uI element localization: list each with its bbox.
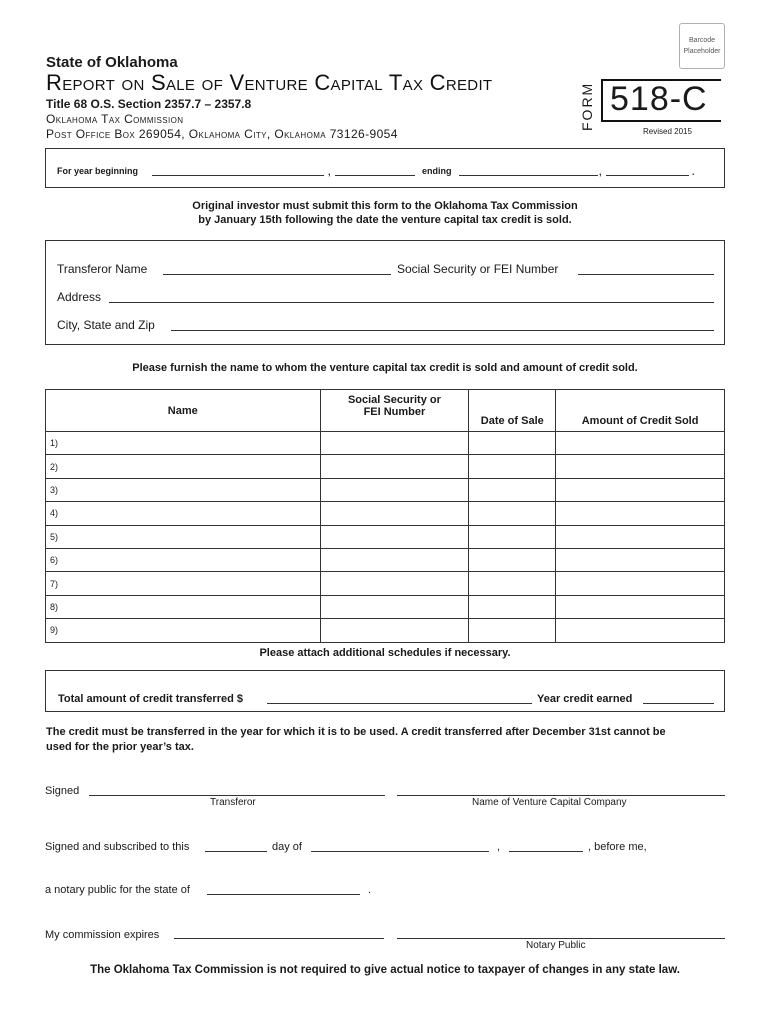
table-row bbox=[46, 478, 725, 501]
total-credit-label: Total amount of credit transferred $ bbox=[58, 693, 243, 705]
notary-signature-field[interactable] bbox=[397, 938, 725, 939]
ssn-cell[interactable] bbox=[320, 619, 469, 642]
row-number[interactable]: 2) bbox=[46, 455, 321, 478]
year-ending-label: ending bbox=[422, 166, 452, 176]
notary-caption: Notary Public bbox=[526, 940, 586, 951]
revised-date: Revised 2015 bbox=[643, 127, 692, 136]
date-cell[interactable] bbox=[469, 478, 556, 501]
submit-instruction-line1: Original investor must submit this form to the Oklahoma Tax Commission bbox=[192, 200, 578, 212]
amount-cell[interactable] bbox=[556, 502, 725, 525]
transferor-signature-field[interactable] bbox=[89, 795, 385, 796]
notary-state-field[interactable] bbox=[207, 894, 360, 895]
date-cell[interactable] bbox=[469, 572, 556, 595]
notary-period: . bbox=[368, 884, 372, 896]
table-row bbox=[46, 502, 725, 525]
form-word: FORM bbox=[579, 81, 595, 131]
ssn-cell[interactable] bbox=[320, 525, 469, 548]
ssn-cell[interactable] bbox=[320, 502, 469, 525]
transferor-name-field[interactable] bbox=[163, 274, 391, 275]
subscribed-month-field[interactable] bbox=[311, 851, 489, 852]
year-ending-field[interactable] bbox=[459, 175, 598, 176]
amount-cell[interactable] bbox=[556, 455, 725, 478]
year-earned-field[interactable] bbox=[643, 703, 714, 704]
ssn-cell[interactable] bbox=[320, 432, 469, 455]
year-period: . bbox=[692, 167, 695, 177]
ssn-cell[interactable] bbox=[320, 595, 469, 618]
amount-cell[interactable] bbox=[556, 478, 725, 501]
year-ending-year-field[interactable] bbox=[606, 175, 689, 176]
amount-cell[interactable] bbox=[556, 525, 725, 548]
transferor-address-field[interactable] bbox=[109, 302, 714, 303]
submit-instruction-line2: by January 15th following the date the venture capital tax credit is sold. bbox=[198, 214, 572, 226]
row-number[interactable]: 5) bbox=[46, 525, 321, 548]
date-cell[interactable] bbox=[469, 525, 556, 548]
furnish-instruction: Please furnish the name to whom the venture capital tax credit is sold and amount of credit sold. bbox=[132, 362, 638, 374]
amount-cell[interactable] bbox=[556, 572, 725, 595]
header-ssn-line1: Social Security or bbox=[347, 394, 441, 406]
subscribed-day-field[interactable] bbox=[205, 851, 267, 852]
transferor-city-field[interactable] bbox=[171, 330, 714, 331]
tax-year-box bbox=[45, 148, 725, 188]
table-row bbox=[46, 432, 725, 455]
commission-expires-field[interactable] bbox=[174, 938, 384, 939]
barcode-line1: Barcode bbox=[688, 37, 716, 44]
transferor-address-label: Address bbox=[57, 290, 102, 304]
transferor-city-label: City, State and Zip bbox=[57, 318, 155, 332]
table-row bbox=[46, 548, 725, 571]
transferor-ssn-field[interactable] bbox=[578, 274, 714, 275]
transferor-box bbox=[45, 240, 725, 345]
state-name: State of Oklahoma bbox=[46, 54, 178, 71]
date-cell[interactable] bbox=[469, 619, 556, 642]
form-title: Report on Sale of Venture Capital Tax Credit bbox=[46, 70, 493, 95]
date-cell[interactable] bbox=[469, 548, 556, 571]
transfer-note-line1: The credit must be transferred in the year for which it is to be used. A credit transferred after December 31st cannot be bbox=[46, 726, 666, 738]
day-of-label: day of bbox=[272, 841, 302, 853]
statute-citation: Title 68 O.S. Section 2357.7 – 2357.8 bbox=[46, 97, 252, 111]
year-earned-label: Year credit earned bbox=[537, 693, 633, 705]
amount-cell[interactable] bbox=[556, 432, 725, 455]
commission-expires-label: My commission expires bbox=[45, 929, 160, 941]
header-name: Name bbox=[46, 390, 321, 432]
company-name-field[interactable] bbox=[397, 795, 725, 796]
amount-cell[interactable] bbox=[556, 548, 725, 571]
header-date: Date of Sale bbox=[469, 390, 556, 432]
company-caption: Name of Venture Capital Company bbox=[472, 797, 627, 808]
row-number[interactable]: 7) bbox=[46, 572, 321, 595]
year-beginning-year-field[interactable] bbox=[335, 175, 415, 176]
date-comma: , bbox=[497, 841, 501, 853]
totals-box bbox=[45, 670, 725, 712]
date-cell[interactable] bbox=[469, 595, 556, 618]
year-comma: , bbox=[328, 167, 331, 177]
total-credit-field[interactable] bbox=[267, 703, 532, 704]
row-number[interactable]: 9) bbox=[46, 619, 321, 642]
header-amount: Amount of Credit Sold bbox=[556, 390, 725, 432]
ssn-cell[interactable] bbox=[320, 478, 469, 501]
ssn-cell[interactable] bbox=[320, 455, 469, 478]
date-cell[interactable] bbox=[469, 502, 556, 525]
transferor-caption: Transferor bbox=[210, 797, 256, 808]
year-beginning-field[interactable] bbox=[152, 175, 324, 176]
amount-cell[interactable] bbox=[556, 595, 725, 618]
ssn-cell[interactable] bbox=[320, 548, 469, 571]
row-number[interactable]: 4) bbox=[46, 502, 321, 525]
agency-address: Post Office Box 269054, Oklahoma City, Oklahoma 73126-9054 bbox=[46, 127, 398, 141]
row-number[interactable]: 1) bbox=[46, 432, 321, 455]
table-row bbox=[46, 525, 725, 548]
row-number[interactable]: 8) bbox=[46, 595, 321, 618]
agency-name: Oklahoma Tax Commission bbox=[46, 112, 184, 126]
date-cell[interactable] bbox=[469, 432, 556, 455]
row-number[interactable]: 6) bbox=[46, 548, 321, 571]
year-beginning-label: For year beginning bbox=[57, 166, 139, 176]
footer-note: The Oklahoma Tax Commission is not required to give actual notice to taxpayer of changes in any state law. bbox=[90, 964, 680, 976]
table-row bbox=[46, 572, 725, 595]
transferor-ssn-label: Social Security or FEI Number bbox=[397, 262, 559, 276]
credit-sales-table bbox=[45, 389, 725, 643]
barcode-line2: Placeholder bbox=[683, 48, 721, 55]
ssn-cell[interactable] bbox=[320, 572, 469, 595]
barcode-placeholder bbox=[679, 23, 725, 69]
transfer-note-line2: used for the prior year’s tax. bbox=[46, 741, 194, 753]
notary-state-label: a notary public for the state of bbox=[45, 884, 190, 896]
before-me-label: , before me, bbox=[588, 841, 647, 853]
table-header-row bbox=[46, 390, 725, 432]
form-number: 518-C bbox=[610, 80, 708, 118]
header-ssn-line2: FEI Number bbox=[363, 406, 426, 418]
table-row bbox=[46, 595, 725, 618]
signed-label: Signed bbox=[45, 785, 80, 797]
transferor-name-label: Transferor Name bbox=[57, 262, 148, 276]
year-comma-2: , bbox=[599, 167, 602, 177]
table-row bbox=[46, 455, 725, 478]
subscribed-year-field[interactable] bbox=[509, 851, 583, 852]
table-row bbox=[46, 619, 725, 642]
header-ssn bbox=[320, 390, 469, 432]
attach-note: Please attach additional schedules if necessary. bbox=[259, 647, 511, 659]
amount-cell[interactable] bbox=[556, 619, 725, 642]
date-cell[interactable] bbox=[469, 455, 556, 478]
row-number[interactable]: 3) bbox=[46, 478, 321, 501]
subscribed-label: Signed and subscribed to this bbox=[45, 841, 190, 853]
